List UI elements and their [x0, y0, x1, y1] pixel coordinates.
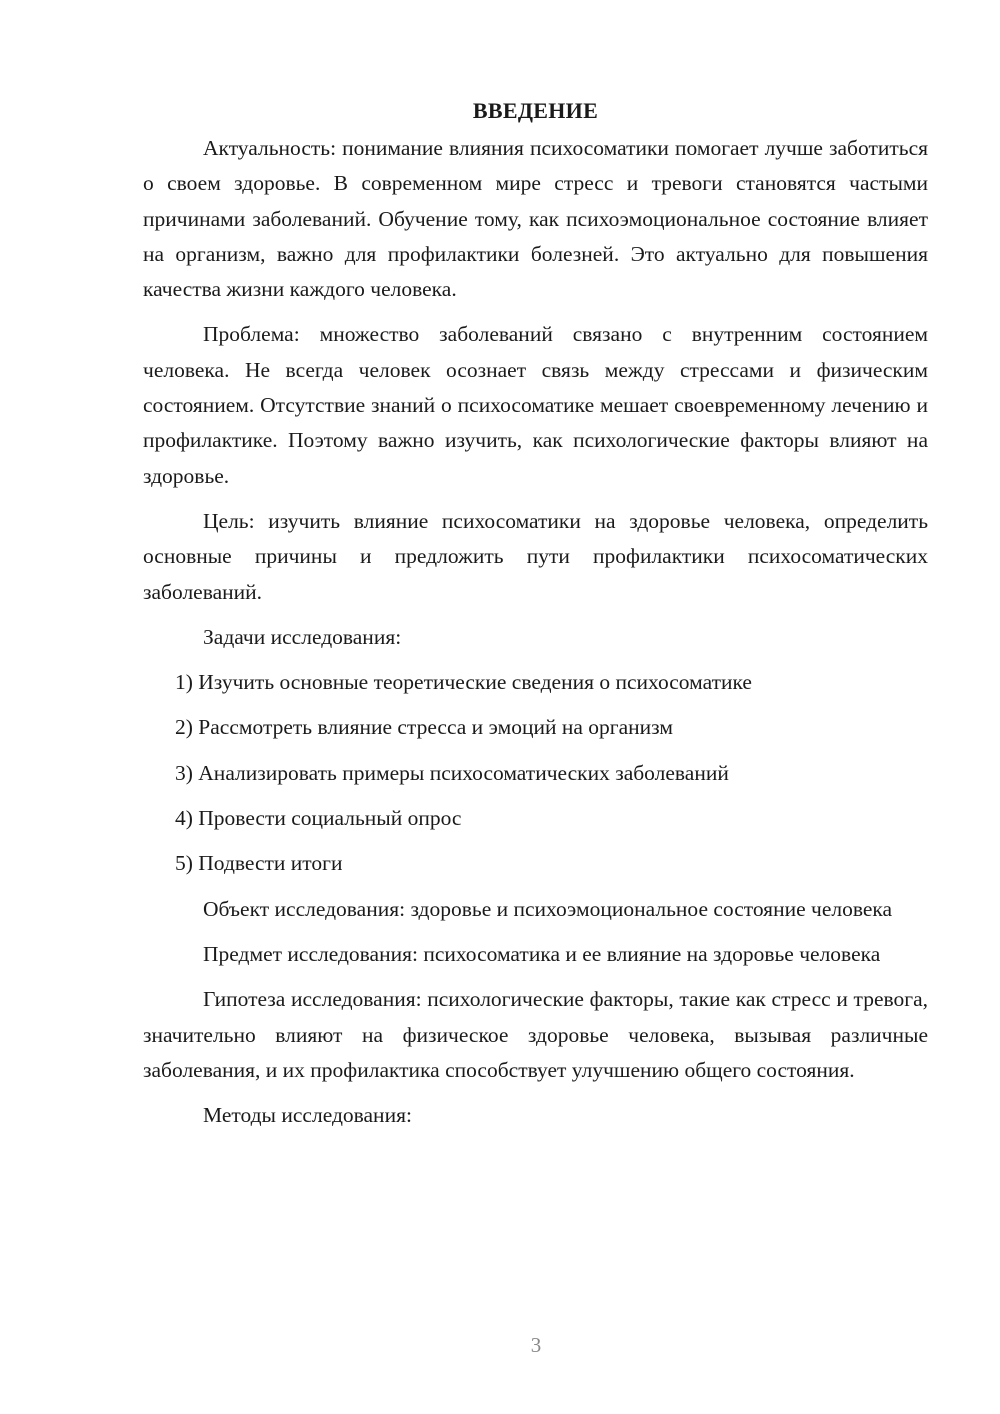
- methods-heading: Методы исследования:: [203, 1103, 412, 1128]
- goal-paragraph: Цель: изучить влияние психосоматики на здоровье человека, определить основные причины и предложить пути профилактики психосоматических заболеваний.: [143, 508, 928, 604]
- page-number: 3: [530, 1333, 542, 1357]
- hypothesis-paragraph: Гипотеза исследования: психологические факторы, такие как стресс и тревога, значительно влияют на физическое здоровье человека, вызывая различные заболевания, и их профилактика способствует улучшению общего состояния.: [143, 987, 928, 1082]
- relevance-paragraph: Актуальность: понимание влияния психосоматики помогает лучше заботиться о своем здоровье. В современном мире стресс и тревоги становятся частыми причинами заболеваний. Обучение тому, как психоэмоциональное состояние влияет на организм, важно для профилактики болезней. Это актуально для повышения качества жизни каждого человека.: [143, 136, 928, 302]
- tasks-heading: Задачи исследования:: [203, 624, 402, 649]
- tasks-list: [143, 665, 928, 881]
- page-content: [143, 93, 928, 1143]
- page-title: ВВЕДЕНИЕ: [472, 98, 599, 123]
- list-item: 2) Рассмотреть влияние стресса и эмоций на организм: [175, 715, 673, 740]
- list-item: 3) Анализировать примеры психосоматических заболеваний: [175, 760, 729, 785]
- subject-paragraph: Предмет исследования: психосоматика и ее влияние на здоровье человека: [203, 941, 881, 966]
- list-item: 5) Подвести итоги: [175, 851, 343, 876]
- problem-paragraph: Проблема: множество заболеваний связано с внутренним состоянием человека. Не всегда человек осознает связь между стрессами и физическим состоянием. Отсутствие знаний о психосоматике мешает своевременному лечению и профилактике. Поэтому важно изучить, как психологические факторы влияют на здоровье.: [143, 322, 928, 488]
- object-paragraph: Объект исследования: здоровье и психоэмоциональное состояние человека: [203, 896, 893, 921]
- list-item: 1) Изучить основные теоретические сведения о психосоматике: [175, 670, 752, 695]
- list-item: 4) Провести социальный опрос: [175, 806, 462, 831]
